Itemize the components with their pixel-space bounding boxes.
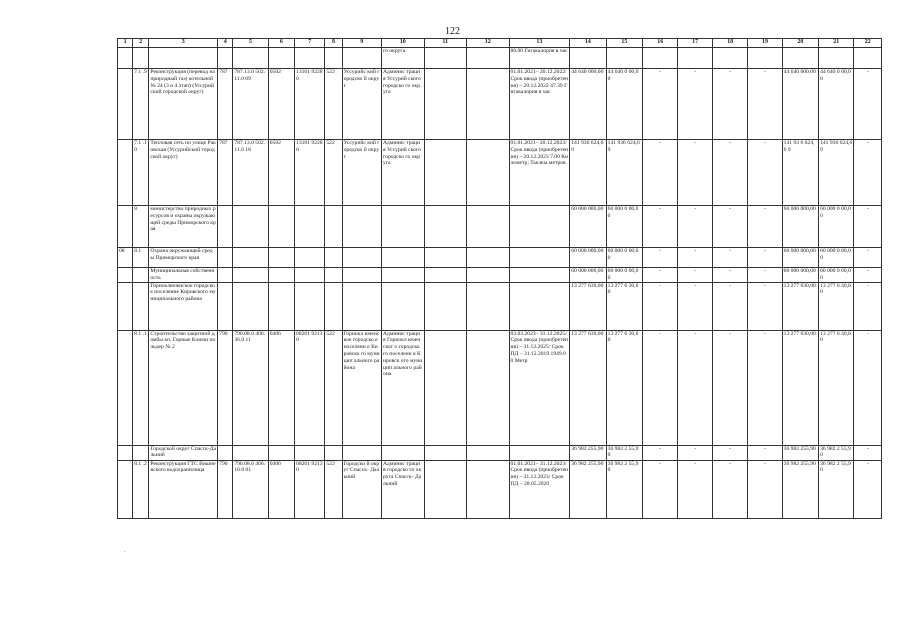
table-cell bbox=[118, 140, 133, 206]
table-cell bbox=[382, 282, 425, 330]
table-cell bbox=[342, 268, 381, 283]
table-cell: - bbox=[643, 330, 678, 445]
table-cell: 8.1 bbox=[133, 248, 149, 268]
table-cell bbox=[295, 206, 325, 248]
table-cell: Муниципальная собственность bbox=[149, 268, 218, 283]
table-row bbox=[118, 268, 882, 283]
column-header: 17 bbox=[678, 39, 712, 48]
table-cell bbox=[509, 248, 570, 268]
table-cell bbox=[342, 282, 381, 330]
table-cell bbox=[218, 268, 233, 283]
column-header: 6 bbox=[268, 39, 294, 48]
table-cell: - bbox=[678, 140, 712, 206]
table-cell: 13 277 630,00 bbox=[570, 330, 606, 445]
table-cell: 522 bbox=[325, 140, 342, 206]
table-cell bbox=[643, 48, 678, 69]
table-cell bbox=[118, 206, 133, 248]
table-cell: - bbox=[854, 445, 882, 460]
table-cell bbox=[424, 282, 467, 330]
table-cell: 13101 92280 bbox=[295, 140, 325, 206]
table-cell: 60 000 0 00,00 bbox=[606, 206, 642, 248]
table-cell bbox=[325, 48, 342, 69]
table-cell bbox=[118, 48, 133, 69]
table-cell bbox=[424, 445, 467, 460]
table-cell bbox=[509, 282, 570, 330]
table-cell: - bbox=[643, 268, 678, 283]
table-cell: 141 936 624,69 bbox=[570, 140, 606, 206]
column-header: 16 bbox=[643, 39, 678, 48]
table-cell bbox=[748, 48, 782, 69]
table-cell bbox=[268, 445, 294, 460]
table-cell bbox=[233, 445, 268, 460]
table-cell bbox=[467, 48, 510, 69]
table-cell bbox=[325, 206, 342, 248]
table-cell: 13 277 630,00 bbox=[782, 330, 818, 445]
table-cell: - bbox=[854, 330, 882, 445]
column-header: 2 bbox=[133, 39, 149, 48]
table-cell: Реконструкция (перевод на природный газ) котельной № 24 (3 и 4 этап) (Уссурийский городской округ) bbox=[149, 69, 218, 140]
table-cell: 8.1 .1 bbox=[133, 330, 149, 445]
table-cell: 0406 bbox=[268, 460, 294, 518]
table-cell: 787.13.0 502.11.0 09 bbox=[233, 69, 268, 140]
table-cell bbox=[295, 248, 325, 268]
table-cell: - bbox=[643, 206, 678, 248]
table-cell: - bbox=[643, 140, 678, 206]
table-cell: Городской округ Спасск-Дальний bbox=[150, 445, 217, 459]
table-cell bbox=[325, 248, 342, 268]
table-row bbox=[118, 248, 882, 268]
table-cell: 60 000 000,00 bbox=[782, 206, 818, 248]
table-cell: - bbox=[712, 268, 747, 283]
table-cell bbox=[424, 330, 467, 445]
table-cell bbox=[218, 206, 233, 248]
table-cell: 08201 92130 bbox=[295, 460, 325, 518]
table-cell: 60 000 0 00,00 bbox=[606, 268, 642, 283]
budget-table bbox=[117, 38, 882, 519]
table-cell bbox=[509, 206, 570, 248]
table-cell: 08 bbox=[118, 248, 133, 268]
table-cell: - bbox=[643, 460, 678, 518]
table-cell bbox=[325, 268, 342, 283]
table-cell: - bbox=[854, 248, 882, 268]
table-cell bbox=[233, 248, 268, 268]
table-cell: - bbox=[748, 282, 782, 330]
table-cell: 60 000 000,00 bbox=[570, 248, 606, 268]
table-cell bbox=[467, 140, 510, 206]
column-header: 3 bbox=[149, 39, 218, 48]
table-cell: 13 277 6 30,00 bbox=[819, 330, 854, 445]
table-cell: Уссурийс кий городско й округ bbox=[342, 140, 381, 206]
table-cell: 8 bbox=[133, 206, 149, 248]
table-cell: - bbox=[678, 268, 712, 283]
table-cell bbox=[424, 140, 467, 206]
table-cell: Охрана окружающей среды Приморского края bbox=[149, 248, 218, 268]
table-cell: Строительство защитной дамбы кп. Горные Ключи польдер № 2 bbox=[149, 330, 218, 445]
table-cell bbox=[382, 248, 425, 268]
table-body bbox=[118, 48, 882, 519]
table-cell: 08201 92130 bbox=[295, 330, 325, 445]
column-header: 11 bbox=[424, 39, 467, 48]
table-cell: Тепловая сеть по улице Раковская (Уссурийский городской округ) bbox=[149, 140, 218, 206]
table-cell: - bbox=[748, 140, 782, 206]
table-cell bbox=[382, 206, 425, 248]
table-cell: 522 bbox=[325, 69, 342, 140]
table-cell: 36 982 2 55,90 bbox=[819, 460, 854, 518]
table-cell: - bbox=[643, 282, 678, 330]
table-cell: Админис трация Уссурий ского городско го округа bbox=[382, 140, 425, 206]
table-cell bbox=[382, 268, 425, 283]
table-cell: - bbox=[748, 460, 782, 518]
column-header: 19 bbox=[748, 39, 782, 48]
table-row bbox=[118, 282, 882, 330]
table-cell bbox=[819, 48, 854, 69]
table-cell bbox=[149, 48, 218, 69]
table-cell bbox=[424, 460, 467, 518]
table-cell: 01.01.2021– 31.12.2023/ Срок ввода (приобретения) – 31.12.2023/ Срок ПД – 28.05.2020 bbox=[509, 460, 570, 518]
column-header: 4 bbox=[218, 39, 233, 48]
table-cell: 13 277 630,00 bbox=[570, 282, 606, 330]
table-cell: 01.01.2021– 20.12.2023/ Срок ввода (приобретения) – 20.12.2023 7.00 Километр; Тысяча метров bbox=[509, 140, 570, 206]
column-header: 13 bbox=[509, 39, 570, 48]
column-header: 10 bbox=[382, 39, 425, 48]
table-cell: Админис трация Горнокл юченског о городско го поселени я Кировск ого муницип ального района bbox=[382, 330, 425, 445]
table-row bbox=[118, 48, 882, 69]
table-cell: - bbox=[854, 268, 882, 283]
table-cell: 36 982 2 55,90 bbox=[819, 445, 854, 460]
table-cell bbox=[782, 48, 818, 69]
table-cell: 790 bbox=[218, 460, 233, 518]
table-cell: 36 982 255,90 bbox=[782, 460, 818, 518]
table-cell bbox=[233, 268, 268, 283]
table-cell: 01.01.2021– 20.12.2022/ Срок ввода (приобретения) – 20.12.2022 47.39 Гигакалория в час bbox=[509, 69, 570, 140]
column-header: 20 bbox=[782, 39, 818, 48]
table-cell bbox=[133, 282, 149, 330]
table-cell: Реконструкция ГТС Вишневского водохранилища bbox=[149, 460, 218, 518]
table-cell bbox=[424, 248, 467, 268]
table-cell bbox=[424, 48, 467, 69]
table-cell bbox=[570, 48, 606, 69]
column-header: 21 bbox=[819, 39, 854, 48]
table-cell bbox=[467, 445, 510, 460]
table-cell: 787.13.0 502.11.0 18 bbox=[233, 140, 268, 206]
table-cell bbox=[712, 48, 747, 69]
table-cell: - bbox=[678, 330, 712, 445]
table-cell bbox=[118, 282, 133, 330]
table-cell bbox=[325, 282, 342, 330]
table-cell bbox=[218, 48, 233, 69]
table-cell bbox=[295, 445, 325, 460]
table-cell: Админис трация Уссурий ского городско го округа bbox=[382, 69, 425, 140]
table-cell: - bbox=[748, 69, 782, 140]
table-cell bbox=[295, 48, 325, 69]
column-header: 8 bbox=[325, 39, 342, 48]
table-cell: 60 000 000,00 bbox=[782, 248, 818, 268]
table-cell bbox=[268, 268, 294, 283]
table-row bbox=[118, 69, 882, 140]
table-cell bbox=[467, 330, 510, 445]
table-cell: 7.1 .10 bbox=[133, 140, 149, 206]
table-cell: - bbox=[854, 69, 882, 140]
table-cell: 60 000 0 00,00 bbox=[606, 248, 642, 268]
table-cell: 60 000 0 00,00 bbox=[819, 268, 854, 283]
table-cell bbox=[118, 330, 133, 445]
table-cell bbox=[467, 69, 510, 140]
table-cell: - bbox=[854, 140, 882, 206]
table-cell: - bbox=[748, 330, 782, 445]
table-cell bbox=[118, 69, 133, 140]
table-cell: - bbox=[678, 282, 712, 330]
column-header: 5 bbox=[233, 39, 268, 48]
table-cell bbox=[268, 206, 294, 248]
table-cell: 790.08.0 406.36.0 11 bbox=[233, 330, 268, 445]
table-cell: 36 982 255,90 bbox=[782, 445, 818, 460]
table-cell bbox=[118, 445, 133, 460]
table-cell: - bbox=[712, 206, 747, 248]
table-cell: 522 bbox=[325, 460, 342, 518]
column-header: 1 bbox=[118, 39, 133, 48]
table-cell bbox=[467, 268, 510, 283]
table-cell: - bbox=[712, 69, 747, 140]
table-cell: 8.1 .2 bbox=[133, 460, 149, 518]
table-cell bbox=[424, 206, 467, 248]
table-cell bbox=[424, 69, 467, 140]
table-cell bbox=[233, 282, 268, 330]
table-cell: 141 936 624,69 bbox=[606, 140, 642, 206]
table-cell: - bbox=[748, 268, 782, 283]
table-cell: 787 bbox=[218, 140, 233, 206]
table-cell bbox=[118, 460, 133, 518]
table-cell: Горнокл юченское городско е поселени е Кировско го муницип ального района bbox=[342, 330, 381, 445]
table-cell: - bbox=[748, 445, 782, 460]
table-cell bbox=[606, 48, 642, 69]
table-cell bbox=[678, 48, 712, 69]
table-cell: 141 936 624,69 bbox=[819, 140, 854, 206]
table-cell: Горноключенское городское поселение Кировского муниципального района bbox=[149, 282, 218, 330]
table-cell: 7.1 .9 bbox=[133, 69, 149, 140]
table-cell: 44 640 000,00 bbox=[570, 69, 606, 140]
table-cell bbox=[382, 445, 425, 460]
table-cell: министерство природных ресурсов и охраны окружающей среды Приморского края bbox=[149, 206, 218, 248]
table-cell bbox=[342, 48, 381, 69]
table-cell: - bbox=[712, 248, 747, 268]
table-cell: 60 000 0 00,00 bbox=[819, 248, 854, 268]
table-cell bbox=[509, 445, 570, 460]
table-cell bbox=[218, 282, 233, 330]
table-cell: 13101 92280 bbox=[295, 69, 325, 140]
table-cell: го округа bbox=[382, 48, 425, 69]
table-cell: - bbox=[643, 445, 678, 460]
table-cell: - bbox=[643, 69, 678, 140]
table-cell: 44 640 000,00 bbox=[782, 69, 818, 140]
table-cell bbox=[467, 282, 510, 330]
table-cell: 36 982 255,90 bbox=[570, 445, 606, 460]
table-cell: 13 277 6 30,00 bbox=[819, 282, 854, 330]
table-cell bbox=[268, 48, 294, 69]
table-cell bbox=[233, 48, 268, 69]
table-cell: 0406 bbox=[268, 330, 294, 445]
table-cell: 36 982 255,90 bbox=[570, 460, 606, 518]
column-header: 15 bbox=[606, 39, 642, 48]
table-cell bbox=[218, 248, 233, 268]
table-cell: Уссурийс кий городско й округ bbox=[342, 69, 381, 140]
table-cell: - bbox=[712, 460, 747, 518]
table-cell bbox=[467, 206, 510, 248]
table-cell bbox=[342, 206, 381, 248]
table-cell: 13 277 6 30,00 bbox=[606, 282, 642, 330]
column-header: 12 bbox=[467, 39, 510, 48]
table-cell: 13 277 630,00 bbox=[782, 282, 818, 330]
table-cell: 60 000 0 00,00 bbox=[819, 206, 854, 248]
table-cell: 60 000 000,00 bbox=[782, 268, 818, 283]
table-cell: - bbox=[678, 206, 712, 248]
table-cell bbox=[342, 445, 381, 460]
table-cell: Городско й округ Спасск- Дальний bbox=[342, 460, 381, 518]
table-cell: - bbox=[854, 206, 882, 248]
table-cell bbox=[295, 282, 325, 330]
column-header: 7 bbox=[295, 39, 325, 48]
table-cell: - bbox=[712, 140, 747, 206]
table-cell: - bbox=[643, 248, 678, 268]
table-cell: - bbox=[712, 330, 747, 445]
table-row bbox=[118, 330, 882, 445]
table-cell: - bbox=[678, 445, 712, 460]
table-cell: 03.03.2023– 31.12.2025/ Срок ввода (приобретения) – 31.12.2025/ Срок ПД – 31.12.2019 1949.00 Метр bbox=[509, 330, 570, 445]
footer-mark: . bbox=[124, 548, 126, 554]
page-number: 122 bbox=[445, 26, 460, 37]
table-row bbox=[118, 460, 882, 518]
table-cell: - bbox=[678, 460, 712, 518]
column-header: 14 bbox=[570, 39, 606, 48]
table-cell bbox=[118, 268, 133, 283]
table-cell bbox=[424, 268, 467, 283]
table-cell: - bbox=[678, 69, 712, 140]
table-cell: Админис трация городско го округа Спасск- Дальний bbox=[382, 460, 425, 518]
table-cell: 790 bbox=[218, 330, 233, 445]
table-cell bbox=[133, 48, 149, 69]
table-cell bbox=[467, 248, 510, 268]
table-cell: - bbox=[748, 248, 782, 268]
table-cell: - bbox=[748, 206, 782, 248]
table-cell: 790.08.0 406.10.0 01 bbox=[233, 460, 268, 518]
table-row bbox=[118, 140, 882, 206]
column-number-row bbox=[118, 39, 882, 48]
table-cell: 36 982 2 55,90 bbox=[606, 445, 642, 460]
table-cell: 60 000 000,00 bbox=[570, 206, 606, 248]
column-header: 9 bbox=[342, 39, 381, 48]
table-cell: 787 bbox=[218, 69, 233, 140]
table-cell: - bbox=[712, 445, 747, 460]
table-cell bbox=[854, 48, 882, 69]
table-row bbox=[118, 206, 882, 248]
column-header: 18 bbox=[712, 39, 747, 48]
table-cell: 522 bbox=[325, 330, 342, 445]
table-cell: 0502 bbox=[268, 140, 294, 206]
table-cell bbox=[325, 445, 342, 460]
table-cell: 44 640 0 00,00 bbox=[606, 69, 642, 140]
table-cell bbox=[268, 282, 294, 330]
table-cell bbox=[218, 445, 233, 460]
table-cell: 44 640 0 00,00 bbox=[819, 69, 854, 140]
table-cell: 86.00 Гигакалория в час bbox=[509, 48, 570, 69]
table-row bbox=[118, 445, 882, 460]
table-cell: 36 982 2 55,90 bbox=[606, 460, 642, 518]
column-header: 22 bbox=[854, 39, 882, 48]
table-cell: 141 93 6 624,6 9 bbox=[782, 140, 818, 206]
table-cell bbox=[268, 248, 294, 268]
table-cell bbox=[133, 445, 149, 460]
table-cell bbox=[467, 460, 510, 518]
table-cell: - bbox=[712, 282, 747, 330]
table-cell: - bbox=[854, 282, 882, 330]
table-cell: - bbox=[678, 248, 712, 268]
table-cell bbox=[133, 268, 149, 283]
table-cell bbox=[342, 248, 381, 268]
table-cell: 0502 bbox=[268, 69, 294, 140]
table-cell: 13 277 6 30,00 bbox=[606, 330, 642, 445]
table-cell: 60 000 000,00 bbox=[570, 268, 606, 283]
table-cell bbox=[509, 268, 570, 283]
table-cell bbox=[233, 206, 268, 248]
table-cell: - bbox=[854, 460, 882, 518]
table-cell bbox=[295, 268, 325, 283]
